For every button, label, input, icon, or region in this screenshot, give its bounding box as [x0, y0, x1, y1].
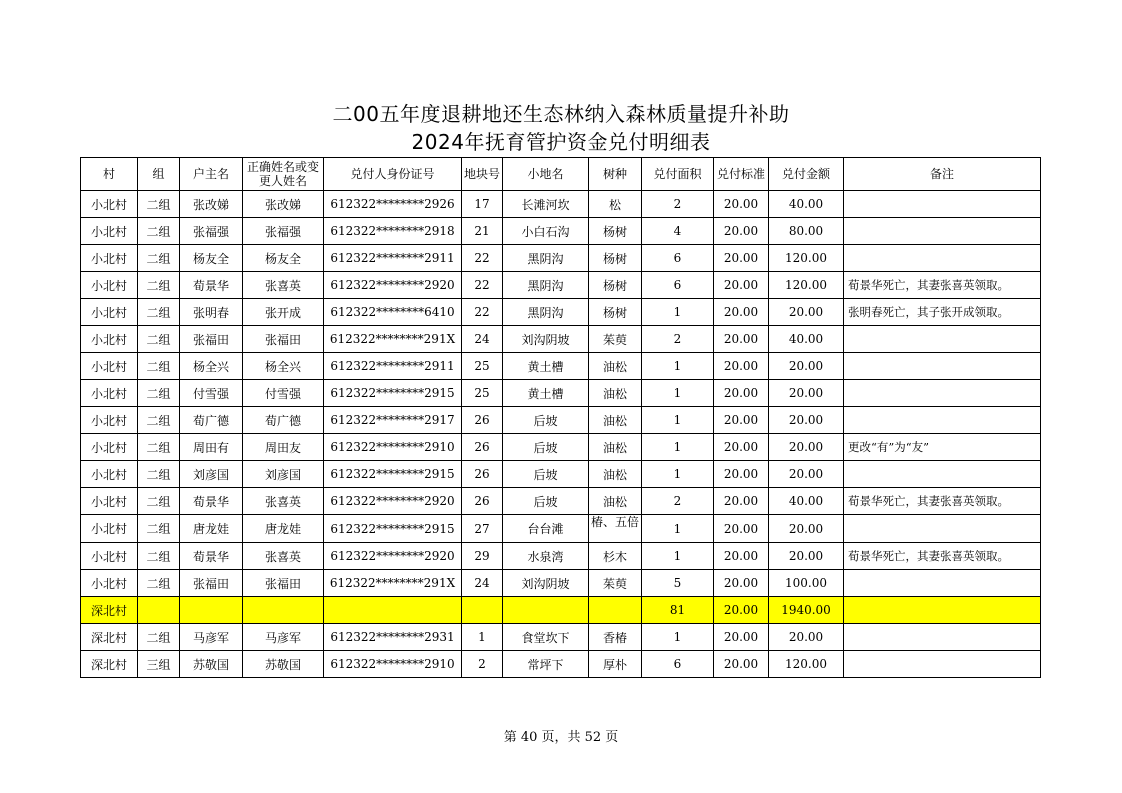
- table-row: [81, 245, 1041, 272]
- col-village-cell: 小北村: [81, 488, 138, 515]
- table-row: [81, 624, 1041, 651]
- col-id-number-cell: 612322********2920: [324, 543, 462, 570]
- table-row: [81, 326, 1041, 353]
- col-tree-species-cell: 茱萸: [589, 570, 642, 597]
- col-amount-cell: 20.00: [769, 434, 844, 461]
- col-rate-cell: 20.00: [714, 245, 769, 272]
- col-plot-no-cell: 22: [462, 245, 503, 272]
- col-group-cell: 二组: [138, 272, 180, 299]
- col-id-number-cell: 612322********2931: [324, 624, 462, 651]
- col-place-name-cell: 长滩河坎: [503, 191, 589, 218]
- col-corrected-name-cell: 苏敬国: [243, 651, 324, 678]
- col-group-cell: 二组: [138, 543, 180, 570]
- col-plot-no-cell: 22: [462, 299, 503, 326]
- col-householder-cell: 付雪强: [180, 380, 243, 407]
- col-corrected-name-cell: 张喜英: [243, 488, 324, 515]
- col-householder-cell: 苏敬国: [180, 651, 243, 678]
- col-area-cell: 2: [642, 191, 714, 218]
- col-group-header: 组: [138, 158, 180, 191]
- col-plot-no-header: 地块号: [462, 158, 503, 191]
- col-area-cell: 6: [642, 245, 714, 272]
- col-corrected-name-cell: 张喜英: [243, 543, 324, 570]
- col-householder-cell: 荀景华: [180, 272, 243, 299]
- col-village-cell: 小北村: [81, 191, 138, 218]
- col-tree-species-cell: 杨树: [589, 299, 642, 326]
- col-corrected-name-cell: 唐龙娃: [243, 515, 324, 543]
- col-plot-no-cell: 26: [462, 461, 503, 488]
- col-group-cell: 二组: [138, 570, 180, 597]
- col-rate-cell: 20.00: [714, 597, 769, 624]
- table-row: [81, 461, 1041, 488]
- col-remarks-cell: [844, 245, 1041, 272]
- col-group-cell: 三组: [138, 651, 180, 678]
- col-remarks-cell: [844, 353, 1041, 380]
- col-id-number-cell: 612322********2926: [324, 191, 462, 218]
- col-village-cell: 小北村: [81, 353, 138, 380]
- col-remarks-cell: 荀景华死亡，其妻张喜英领取。: [844, 272, 1041, 299]
- col-area-cell: 5: [642, 570, 714, 597]
- col-tree-species-cell: 椿、五倍: [589, 515, 642, 543]
- col-remarks-cell: [844, 326, 1041, 353]
- col-amount-cell: 20.00: [769, 461, 844, 488]
- payment-detail-table: [80, 157, 1041, 678]
- col-tree-species-cell: 油松: [589, 434, 642, 461]
- col-place-name-cell: 台台滩: [503, 515, 589, 543]
- col-village-cell: 小北村: [81, 570, 138, 597]
- col-plot-no-cell: 26: [462, 434, 503, 461]
- col-village-cell: 小北村: [81, 326, 138, 353]
- col-id-number-cell: 612322********2911: [324, 245, 462, 272]
- col-remarks-cell: [844, 624, 1041, 651]
- col-amount-cell: 20.00: [769, 299, 844, 326]
- col-remarks-cell: [844, 515, 1041, 543]
- col-remarks-cell: [844, 407, 1041, 434]
- col-id-number-cell: 612322********2917: [324, 407, 462, 434]
- col-tree-species-cell: 茱萸: [589, 326, 642, 353]
- col-rate-cell: 20.00: [714, 326, 769, 353]
- col-corrected-name-cell: 付雪强: [243, 380, 324, 407]
- col-place-name-cell: 常坪下: [503, 651, 589, 678]
- col-tree-species-cell: 油松: [589, 407, 642, 434]
- col-plot-no-cell: 26: [462, 407, 503, 434]
- col-householder-cell: 杨友全: [180, 245, 243, 272]
- col-group-cell: 二组: [138, 380, 180, 407]
- col-id-number-cell: 612322********2910: [324, 434, 462, 461]
- col-corrected-name-cell: 杨全兴: [243, 353, 324, 380]
- col-plot-no-cell: 24: [462, 570, 503, 597]
- col-area-cell: 6: [642, 651, 714, 678]
- col-householder-cell: 杨全兴: [180, 353, 243, 380]
- table-row: [81, 299, 1041, 326]
- table-row: [81, 407, 1041, 434]
- col-place-name-cell: 刘沟阴坡: [503, 326, 589, 353]
- col-group-cell: 二组: [138, 326, 180, 353]
- col-amount-cell: 80.00: [769, 218, 844, 245]
- col-place-name-cell: 刘沟阴坡: [503, 570, 589, 597]
- table-row: [81, 543, 1041, 570]
- col-tree-species-cell: 杨树: [589, 245, 642, 272]
- table-row: [81, 380, 1041, 407]
- col-amount-cell: 100.00: [769, 570, 844, 597]
- col-rate-cell: 20.00: [714, 407, 769, 434]
- col-remarks-cell: 荀景华死亡，其妻张喜英领取。: [844, 543, 1041, 570]
- document-title-line2: 2024年抚育管护资金兑付明细表: [411, 130, 711, 154]
- col-tree-species-cell: 油松: [589, 353, 642, 380]
- table-row: [81, 597, 1041, 624]
- col-corrected-name-cell: 张喜英: [243, 272, 324, 299]
- col-village-cell: 深北村: [81, 597, 138, 624]
- col-corrected-name-cell: [243, 597, 324, 624]
- col-village-cell: 小北村: [81, 461, 138, 488]
- col-remarks-cell: [844, 191, 1041, 218]
- col-place-name-cell: 后坡: [503, 434, 589, 461]
- col-rate-cell: 20.00: [714, 570, 769, 597]
- col-corrected-name-header: 正确姓名或变更人姓名: [243, 158, 324, 191]
- col-village-cell: 小北村: [81, 218, 138, 245]
- col-area-cell: 2: [642, 326, 714, 353]
- page-number: 第 40 页，共 52 页: [503, 730, 619, 745]
- table-row: [81, 218, 1041, 245]
- col-corrected-name-cell: 周田友: [243, 434, 324, 461]
- col-rate-header: 兑付标准: [714, 158, 769, 191]
- col-householder-header: 户主名: [180, 158, 243, 191]
- table-row: [81, 272, 1041, 299]
- table-body: [81, 191, 1041, 678]
- col-area-cell: 4: [642, 218, 714, 245]
- col-householder-cell: 荀景华: [180, 543, 243, 570]
- col-tree-species-cell: 香椿: [589, 624, 642, 651]
- col-id-number-cell: 612322********2915: [324, 461, 462, 488]
- col-remarks-header: 备注: [844, 158, 1041, 191]
- col-place-name-header: 小地名: [503, 158, 589, 191]
- col-amount-cell: 40.00: [769, 191, 844, 218]
- col-area-cell: 1: [642, 461, 714, 488]
- col-householder-cell: 唐龙娃: [180, 515, 243, 543]
- col-remarks-cell: 荀景华死亡，其妻张喜英领取。: [844, 488, 1041, 515]
- table-row: [81, 353, 1041, 380]
- col-group-cell: 二组: [138, 407, 180, 434]
- col-tree-species-cell: 杨树: [589, 218, 642, 245]
- col-remarks-cell: [844, 380, 1041, 407]
- col-plot-no-cell: 22: [462, 272, 503, 299]
- col-id-number-cell: 612322********2918: [324, 218, 462, 245]
- col-village-cell: 小北村: [81, 380, 138, 407]
- col-rate-cell: 20.00: [714, 299, 769, 326]
- col-area-cell: 81: [642, 597, 714, 624]
- col-place-name-cell: 黑阴沟: [503, 272, 589, 299]
- col-group-cell: 二组: [138, 218, 180, 245]
- col-area-cell: 1: [642, 407, 714, 434]
- col-id-number-cell: 612322********2920: [324, 488, 462, 515]
- col-place-name-cell: 黑阴沟: [503, 245, 589, 272]
- table-row: [81, 651, 1041, 678]
- col-corrected-name-cell: 杨友全: [243, 245, 324, 272]
- col-area-cell: 6: [642, 272, 714, 299]
- col-group-cell: 二组: [138, 488, 180, 515]
- col-plot-no-cell: 29: [462, 543, 503, 570]
- col-rate-cell: 20.00: [714, 461, 769, 488]
- col-place-name-cell: 后坡: [503, 461, 589, 488]
- col-amount-cell: 20.00: [769, 407, 844, 434]
- col-village-header: 村: [81, 158, 138, 191]
- col-area-cell: 1: [642, 624, 714, 651]
- col-tree-species-cell: 杨树: [589, 272, 642, 299]
- col-group-cell: 二组: [138, 299, 180, 326]
- table-row: [81, 570, 1041, 597]
- col-area-cell: 1: [642, 353, 714, 380]
- col-rate-cell: 20.00: [714, 651, 769, 678]
- col-id-number-cell: 612322********2911: [324, 353, 462, 380]
- col-plot-no-cell: 26: [462, 488, 503, 515]
- col-rate-cell: 20.00: [714, 434, 769, 461]
- col-area-cell: 1: [642, 515, 714, 543]
- col-corrected-name-cell: 马彦军: [243, 624, 324, 651]
- col-id-number-cell: 612322********291X: [324, 326, 462, 353]
- col-plot-no-cell: [462, 597, 503, 624]
- col-place-name-cell: 食堂坎下: [503, 624, 589, 651]
- col-place-name-cell: 黄土槽: [503, 380, 589, 407]
- col-corrected-name-cell: 张开成: [243, 299, 324, 326]
- col-householder-cell: 荀景华: [180, 488, 243, 515]
- col-amount-cell: 1940.00: [769, 597, 844, 624]
- col-village-cell: 深北村: [81, 624, 138, 651]
- col-householder-cell: 张改娣: [180, 191, 243, 218]
- col-amount-cell: 20.00: [769, 515, 844, 543]
- table-row: [81, 488, 1041, 515]
- col-householder-cell: 荀广德: [180, 407, 243, 434]
- col-remarks-cell: [844, 218, 1041, 245]
- col-rate-cell: 20.00: [714, 380, 769, 407]
- col-id-number-cell: 612322********6410: [324, 299, 462, 326]
- col-rate-cell: 20.00: [714, 488, 769, 515]
- col-area-cell: 1: [642, 380, 714, 407]
- col-tree-species-header: 树种: [589, 158, 642, 191]
- col-amount-cell: 20.00: [769, 624, 844, 651]
- col-remarks-cell: 更改“有”为“友”: [844, 434, 1041, 461]
- col-id-number-cell: 612322********2920: [324, 272, 462, 299]
- col-place-name-cell: [503, 597, 589, 624]
- col-group-cell: 二组: [138, 245, 180, 272]
- col-village-cell: 小北村: [81, 407, 138, 434]
- col-householder-cell: 张明春: [180, 299, 243, 326]
- col-place-name-cell: 小白石沟: [503, 218, 589, 245]
- col-area-cell: 1: [642, 434, 714, 461]
- col-plot-no-cell: 25: [462, 380, 503, 407]
- col-place-name-cell: 黄土槽: [503, 353, 589, 380]
- col-id-number-cell: [324, 597, 462, 624]
- col-corrected-name-cell: 张福强: [243, 218, 324, 245]
- table-header-row: [81, 158, 1041, 191]
- col-plot-no-cell: 21: [462, 218, 503, 245]
- col-corrected-name-cell: 刘彦国: [243, 461, 324, 488]
- col-id-number-cell: 612322********2910: [324, 651, 462, 678]
- col-corrected-name-cell: 张福田: [243, 570, 324, 597]
- col-group-cell: 二组: [138, 434, 180, 461]
- col-area-cell: 1: [642, 299, 714, 326]
- col-householder-cell: 刘彦国: [180, 461, 243, 488]
- col-householder-cell: 张福田: [180, 326, 243, 353]
- col-group-cell: 二组: [138, 353, 180, 380]
- col-place-name-cell: 水泉湾: [503, 543, 589, 570]
- col-amount-cell: 20.00: [769, 380, 844, 407]
- col-amount-cell: 40.00: [769, 326, 844, 353]
- col-place-name-cell: 后坡: [503, 488, 589, 515]
- col-tree-species-cell: 厚朴: [589, 651, 642, 678]
- col-corrected-name-cell: 荀广德: [243, 407, 324, 434]
- col-plot-no-cell: 2: [462, 651, 503, 678]
- col-plot-no-cell: 17: [462, 191, 503, 218]
- col-tree-species-cell: 油松: [589, 488, 642, 515]
- col-rate-cell: 20.00: [714, 515, 769, 543]
- col-amount-header: 兑付金额: [769, 158, 844, 191]
- col-group-cell: 二组: [138, 515, 180, 543]
- table-row: [81, 515, 1041, 543]
- col-householder-cell: 周田有: [180, 434, 243, 461]
- col-tree-species-cell: [589, 597, 642, 624]
- col-amount-cell: 20.00: [769, 543, 844, 570]
- col-householder-cell: 马彦军: [180, 624, 243, 651]
- col-village-cell: 小北村: [81, 272, 138, 299]
- col-amount-cell: 20.00: [769, 353, 844, 380]
- col-corrected-name-cell: 张福田: [243, 326, 324, 353]
- col-remarks-cell: 张明春死亡，其子张开成领取。: [844, 299, 1041, 326]
- col-tree-species-cell: 油松: [589, 461, 642, 488]
- col-remarks-cell: [844, 651, 1041, 678]
- col-area-cell: 2: [642, 488, 714, 515]
- col-area-header: 兑付面积: [642, 158, 714, 191]
- col-remarks-cell: [844, 597, 1041, 624]
- col-id-number-header: 兑付人身份证号: [324, 158, 462, 191]
- col-plot-no-cell: 24: [462, 326, 503, 353]
- col-rate-cell: 20.00: [714, 191, 769, 218]
- col-id-number-cell: 612322********2915: [324, 380, 462, 407]
- col-group-cell: [138, 597, 180, 624]
- col-village-cell: 小北村: [81, 515, 138, 543]
- col-area-cell: 1: [642, 543, 714, 570]
- col-plot-no-cell: 25: [462, 353, 503, 380]
- col-tree-species-cell: 松: [589, 191, 642, 218]
- col-village-cell: 小北村: [81, 434, 138, 461]
- col-amount-cell: 120.00: [769, 651, 844, 678]
- col-rate-cell: 20.00: [714, 272, 769, 299]
- col-remarks-cell: [844, 570, 1041, 597]
- col-remarks-cell: [844, 461, 1041, 488]
- col-rate-cell: 20.00: [714, 543, 769, 570]
- col-id-number-cell: 612322********2915: [324, 515, 462, 543]
- col-group-cell: 二组: [138, 461, 180, 488]
- col-householder-cell: 张福强: [180, 218, 243, 245]
- table-row: [81, 434, 1041, 461]
- col-amount-cell: 40.00: [769, 488, 844, 515]
- col-householder-cell: 张福田: [180, 570, 243, 597]
- col-tree-species-cell: 杉木: [589, 543, 642, 570]
- col-place-name-cell: 黑阴沟: [503, 299, 589, 326]
- col-village-cell: 深北村: [81, 651, 138, 678]
- col-rate-cell: 20.00: [714, 353, 769, 380]
- col-corrected-name-cell: 张改娣: [243, 191, 324, 218]
- col-id-number-cell: 612322********291X: [324, 570, 462, 597]
- col-rate-cell: 20.00: [714, 624, 769, 651]
- col-tree-species-cell: 油松: [589, 380, 642, 407]
- col-rate-cell: 20.00: [714, 218, 769, 245]
- col-amount-cell: 120.00: [769, 272, 844, 299]
- col-village-cell: 小北村: [81, 245, 138, 272]
- document-title-line1: 二00五年度退耕地还生态林纳入森林质量提升补助: [332, 102, 790, 126]
- col-amount-cell: 120.00: [769, 245, 844, 272]
- col-village-cell: 小北村: [81, 543, 138, 570]
- col-village-cell: 小北村: [81, 299, 138, 326]
- col-group-cell: 二组: [138, 191, 180, 218]
- col-plot-no-cell: 27: [462, 515, 503, 543]
- table-row: [81, 191, 1041, 218]
- col-householder-cell: [180, 597, 243, 624]
- col-plot-no-cell: 1: [462, 624, 503, 651]
- col-group-cell: 二组: [138, 624, 180, 651]
- col-place-name-cell: 后坡: [503, 407, 589, 434]
